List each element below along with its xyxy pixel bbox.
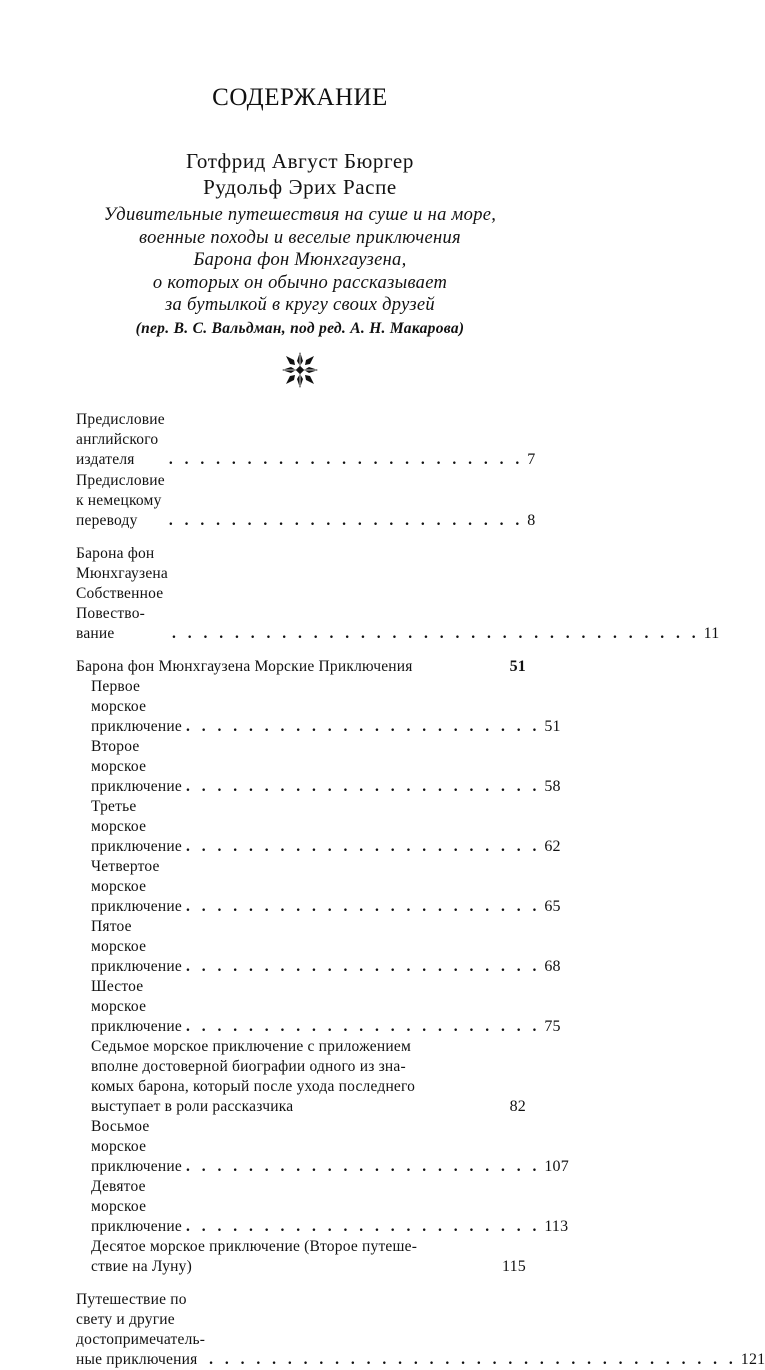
dot-leader: . . . . . . . . . . . . . . . . . . . . . . . (168, 512, 524, 529)
toc-entry-label: Путешествие по свету и другие достопримечатель- ные приключения (76, 1291, 206, 1368)
toc-entry-sea-adventure-3[interactable] (76, 797, 561, 857)
book-title-line: за бутылкой в кругу своих друзей (165, 295, 435, 315)
book-title-line: Удивительные путешествия на суше и на море, (103, 205, 497, 225)
toc-entry-sea-adventure-2[interactable] (76, 737, 561, 797)
book-title (0, 204, 600, 317)
toc-entry-sea-adventures[interactable] (76, 657, 526, 677)
book-title-line: военные походы и веселые приключения (139, 227, 461, 248)
toc-entry-label: Барона фон Мюнхгаузена Собственное Повество- вание (76, 545, 168, 642)
toc-entry-sea-adventure-8[interactable] (76, 1117, 569, 1177)
toc-page-number: 107 (544, 1158, 569, 1175)
dot-leader: . . . . . . . . . . . . . . . . . . . . . . . (185, 898, 541, 915)
toc-entry-label: Восьмое морское приключение (91, 1118, 182, 1175)
toc-entry-label: Седьмое морское приключение с приложением вполне достоверной биографии одного из зна- комых барона, который после ухода последнего выступает в роли рассказчика (91, 1038, 416, 1115)
dot-leader: . . . . . . . . . . . . . . . . . . . . . . . (185, 1018, 541, 1035)
dot-leader: . . . . . . . . . . . . . . . . . . . . . . . . . . . . . . . . . . (171, 625, 700, 642)
toc-entry-label: Первое морское приключение (91, 678, 182, 735)
toc-entry-label: Десятое морское приключение (Второе путеше- ствие на Луну) (91, 1238, 418, 1275)
toc-page-number: 65 (544, 898, 561, 915)
toc-entry-own-narrative[interactable] (76, 544, 720, 644)
page-title: СОДЕРЖАНИЕ (212, 84, 388, 111)
toc-entry-german-preface[interactable] (76, 471, 536, 531)
toc-entry-label: Девятое морское приключение (91, 1178, 182, 1235)
toc-page-number: 75 (544, 1018, 561, 1035)
dot-leader: . . . . . . . . . . . . . . . . . . . . . . . (185, 1158, 541, 1175)
toc-entry-sea-adventure-9[interactable] (76, 1177, 569, 1237)
toc-entry-label: Четвертое морское приключение (91, 858, 182, 915)
toc-page-number: 51 (544, 718, 561, 735)
toc-entry-label: Пятое морское приключение (91, 918, 182, 975)
toc-page-number: 51 (509, 658, 526, 675)
toc-entry-sea-adventure-6[interactable] (76, 977, 561, 1037)
decorative-star-ornament-icon (282, 352, 318, 388)
toc-page-number: 62 (544, 838, 561, 855)
authors (0, 148, 600, 200)
toc-entry-label: Третье морское приключение (91, 798, 182, 855)
toc-page-number: 58 (544, 778, 561, 795)
table-of-contents (76, 410, 765, 1370)
toc-page-number: 121 (740, 1351, 765, 1368)
toc-page-number: 82 (509, 1098, 526, 1115)
translation-credits: (пер. В. С. Вальдман, под ред. А. Н. Макарова) (135, 320, 465, 337)
toc-page-number: 8 (527, 512, 536, 529)
toc-entry-english-preface[interactable] (76, 410, 536, 470)
dot-leader: . . . . . . . . . . . . . . . . . . . . . . . (185, 958, 541, 975)
toc-entry-label: Предисловие английского издателя (76, 411, 165, 468)
toc-page-number: 7 (527, 451, 536, 468)
dot-leader: . . . . . . . . . . . . . . . . . . . . . . . (168, 451, 524, 468)
dot-leader: . . . . . . . . . . . . . . . . . . . . . . . (185, 838, 541, 855)
toc-page-number: 113 (544, 1218, 569, 1235)
book-title-line: о которых он обычно рассказывает (152, 272, 448, 293)
toc-page-number: 11 (703, 625, 720, 642)
toc-page-number: 115 (501, 1258, 526, 1275)
toc-entry-label: Предисловие к немецкому переводу (76, 472, 165, 529)
dot-leader: . . . . . . . . . . . . . . . . . . . . . . . (185, 718, 541, 735)
toc-entry-label: Барона фон Мюнхгаузена Морские Приключения (76, 658, 413, 675)
toc-entry-sea-adventure-7[interactable] (76, 1037, 526, 1117)
toc-entry-travels-around-world[interactable] (76, 1290, 765, 1370)
dot-leader: . . . . . . . . . . . . . . . . . . . . . . . (185, 1218, 541, 1235)
toc-entry-sea-adventure-1[interactable] (76, 677, 561, 737)
author-name: Рудольф Эрих Распе (203, 175, 397, 199)
toc-entry-label: Шестое морское приключение (91, 978, 182, 1035)
dot-leader: . . . . . . . . . . . . . . . . . . . . . . . (185, 778, 541, 795)
author-name: Готфрид Август Бюргер (186, 149, 414, 173)
book-title-line: Барона фон Мюнхгаузена, (193, 250, 407, 270)
toc-entry-sea-adventure-5[interactable] (76, 917, 561, 977)
toc-entry-label: Второе морское приключение (91, 738, 182, 795)
toc-page-number: 68 (544, 958, 561, 975)
dot-leader: . . . . . . . . . . . . . . . . . . . . . . . . . . . . . . . . . . (209, 1351, 737, 1368)
toc-entry-sea-adventure-4[interactable] (76, 857, 561, 917)
toc-entry-sea-adventure-10[interactable] (76, 1237, 526, 1277)
